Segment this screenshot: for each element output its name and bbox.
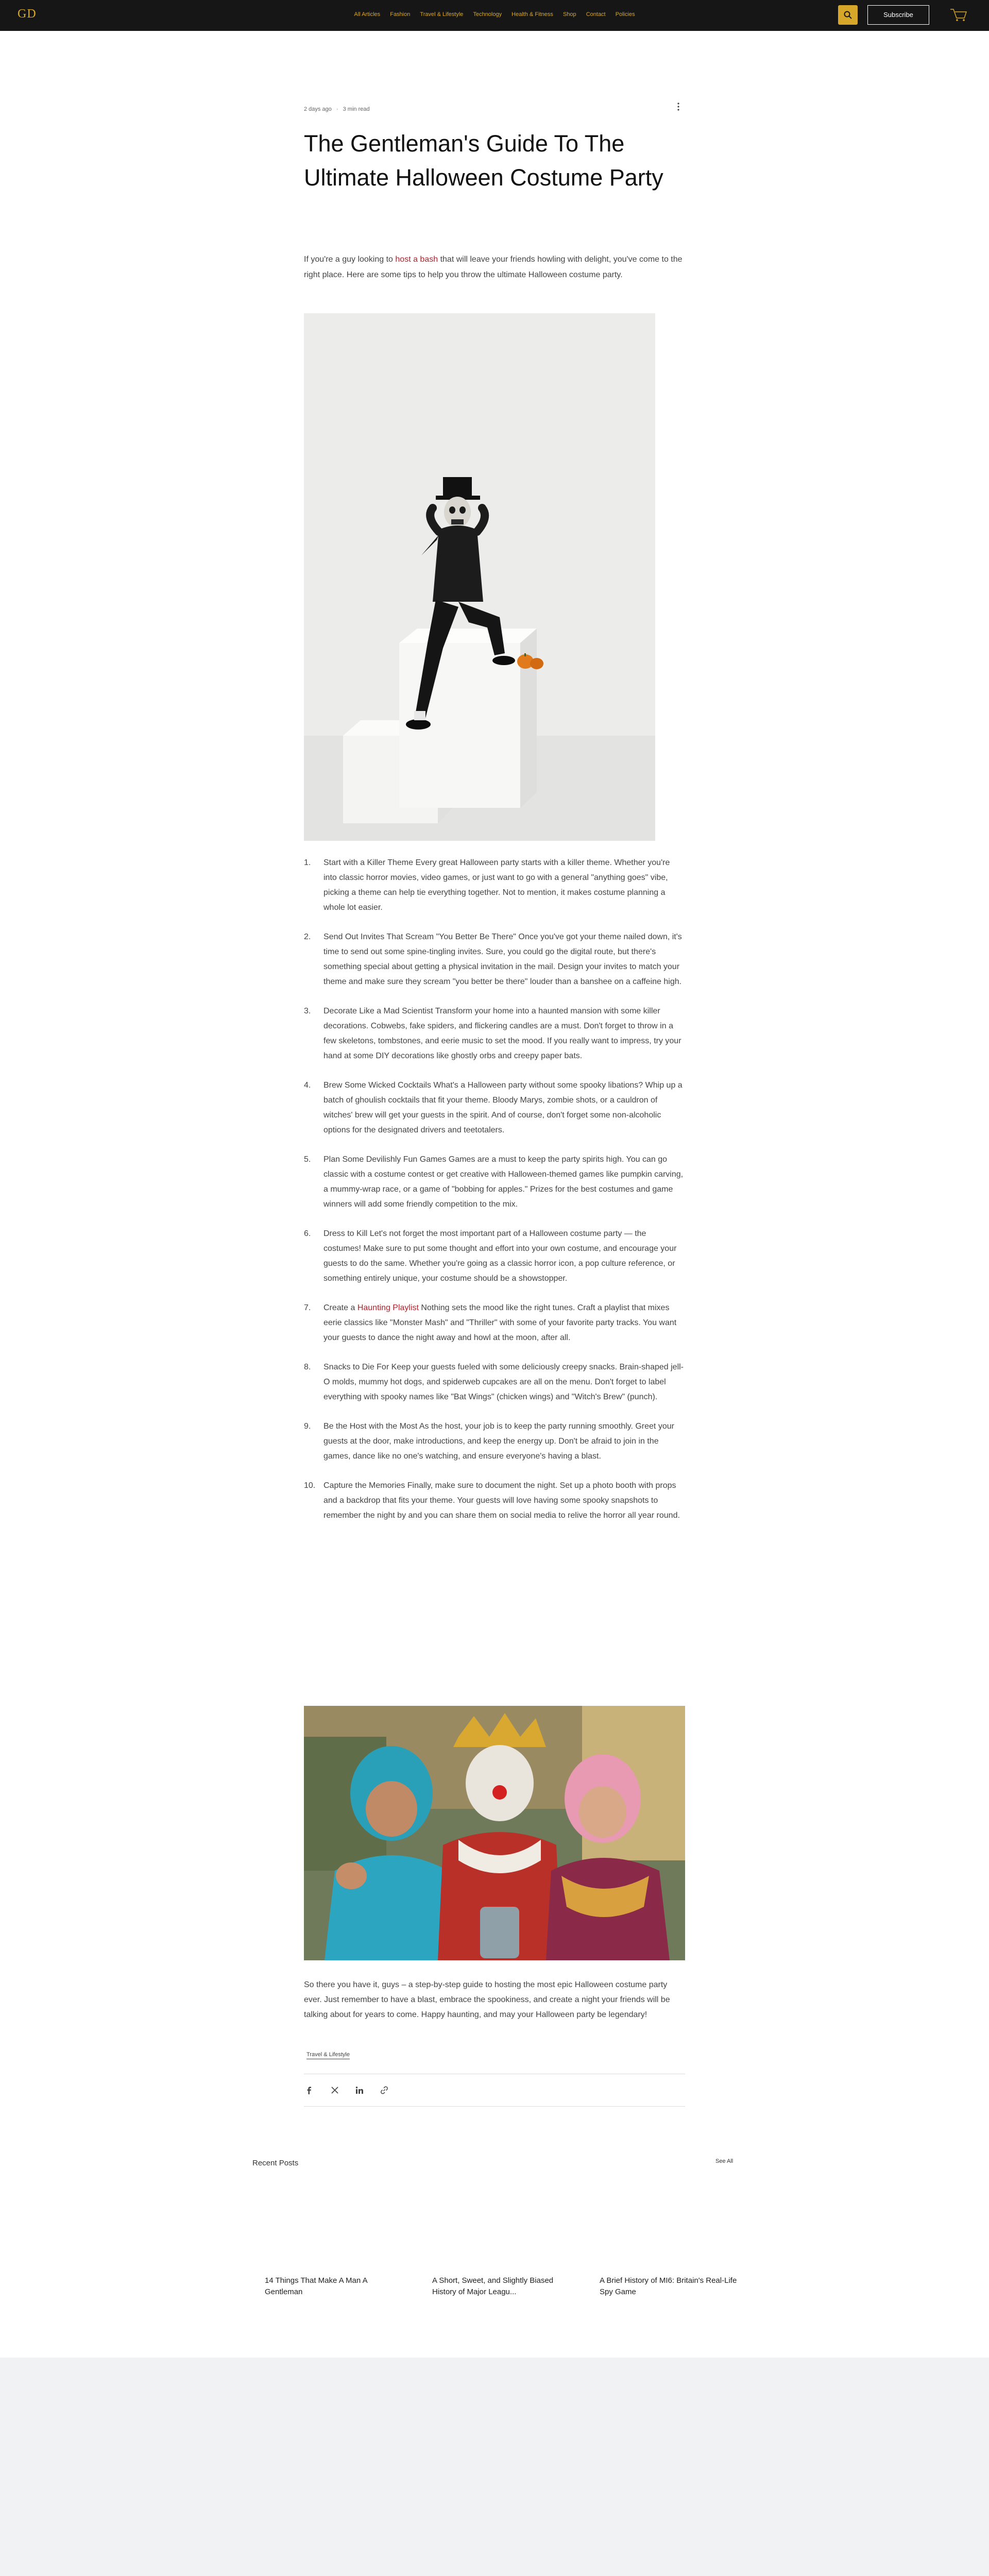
list-item: 9. Be the Host with the Most As the host, your job is to keep the party running smoothly. Greet your guests at the door, make introductions, and keep the energy up. Don't be afraid to join in the games, dance like no one's watching, and ensure everyone's having a blast. [304,1422,674,1461]
list-item: 8. Snacks to Die For Keep your guests fueled with some deliciously creepy snacks. Brain-shaped jell-O molds, mummy hot dogs, and spiderweb cupcakes are all on the menu. Don't forget to label everything with spooky names like "Bat Wings" (chicken wings) and "Witch's Brew" (punch). [304,1363,684,1401]
see-all-link[interactable]: See All [715,2158,734,2164]
list-item: 7. Create a Haunting Playlist Nothing sets the mood like the right tunes. Craft a playlist that mixes eerie classics like "Monster Mash" and "Thriller" with some of your favorite party tracks. You want your guests to dance the night away and howl at the moon, after all. [304,1303,677,1342]
post-intro: If you're a guy looking to host a bash that will leave your friends howling with delight, you've come to the right place. Here are some tips to help you throw the ultimate Halloween costume party. [304,255,683,279]
more-options-icon[interactable] [677,102,680,111]
recent-posts-heading: Recent Posts [252,2159,299,2167]
list-item: 4. Brew Some Wicked Cocktails What's a Halloween party without some spooky libations? Whip up a batch of ghoulish cocktails that fit your theme. Bloody Marys, zombie shots, or a cauldron of witches' brew will get your guests in the spirit. And of course, don't forget some non-alcoholic options for the designated drivers and teetotalers. [304,1081,683,1134]
list-item: 2. Send Out Invites That Scream "You Better Be There" Once you've got your theme nailed down, it's time to send out some spine-tingling invites. Sure, you could go the digital route, but there's something special about getting a physical invitation in the mail. Design your invites to match your theme and make sure they scream "you better be there" louder than a banshee on a caffeine high. [304,933,682,986]
link-icon[interactable] [380,2086,388,2094]
recent-post-title[interactable]: 14 Things That Make A Man A Gentleman [265,2276,367,2296]
list-item: 3. Decorate Like a Mad Scientist Transform your home into a haunted mansion with some killer decorations. Cobwebs, fake spiders, and flickering candles are a must. Don't forget to throw in a few skeletons, tombstones, and eerie music to set the mood. If you really want to impress, try your hand at some DIY decorations like ghostly orbs and creepy paper bats. [304,1007,681,1060]
list-item: 5. Plan Some Devilishly Fun Games Games are a must to keep the party spirits high. You can go classic with a costume contest or get creative with Halloween-themed games like pumpkin carving, a mummy-wrap race, or a game of "bobbing for apples." Prizes for the best costumes and game winners will add some friendly competition to the mix. [304,1155,684,1209]
nav-health-fitness[interactable]: Health & Fitness [511,11,553,18]
recent-post-card[interactable] [252,2179,412,2303]
post-date: 2 days ago [304,106,332,112]
list-item: 6. Dress to Kill Let's not forget the most important part of a Halloween costume party — the costumes! Make sure to put some thought and effort into your own costume, and encourage your guests to do the same. Whether you're going as a classic horror icon, a pop culture reference, or something entirely unique, your costume should be a showstopper. [304,1229,677,1283]
cart-icon[interactable] [950,8,967,22]
nav-travel-lifestyle[interactable]: Travel & Lifestyle [420,11,464,18]
facebook-icon[interactable] [305,2086,313,2094]
host-a-bash-link[interactable]: host a bash [395,255,438,264]
x-icon[interactable] [331,2086,339,2094]
search-button[interactable] [838,5,858,25]
post-outro: So there you have it, guys – a step-by-step guide to hosting the most epic Halloween costume party ever. Just remember to have a blast, embrace the spookiness, and create a night your friends will be talking about for years to come. Happy haunting, and may your Halloween party be legendary! [304,1980,670,2019]
linkedin-icon[interactable] [355,2086,364,2094]
recent-post-card[interactable] [587,2179,747,2303]
search-icon [844,11,852,19]
site-logo[interactable]: GD [18,7,37,21]
post-read-time: 3 min read [343,106,370,112]
hero-image [304,313,655,841]
post-title: The Gentleman's Guide To The Ultimate Halloween Costume Party [304,130,663,191]
list-item: 1. Start with a Killer Theme Every great Halloween party starts with a killer theme. Whether you're into classic horror movies, video games, or just want to go with a general "anything goes" vibe, picking a theme can help tie everything together. Not to mention, it makes costume planning a whole lot easier. [304,858,670,912]
subscribe-button[interactable]: Subscribe [867,5,929,25]
nav-all-articles[interactable]: All Articles [354,11,381,18]
nav-fashion[interactable]: Fashion [390,11,411,18]
haunting-playlist-link[interactable]: Haunting Playlist [357,1303,419,1312]
nav-policies[interactable]: Policies [615,11,635,18]
nav-technology[interactable]: Technology [473,11,502,18]
nav-shop[interactable]: Shop [562,11,576,18]
list-item: 10. Capture the Memories Finally, make sure to document the night. Set up a photo booth with props and a backdrop that fits your theme. Your guests will love having some spooky snapshots to remember the night by and you can share them on social media to relive the horror all year round. [304,1481,680,1520]
recent-post-title[interactable]: A Short, Sweet, and Slightly Biased History of Major Leagu... [432,2276,554,2296]
top-navigation-bar [0,0,989,31]
recent-post-card[interactable] [420,2179,579,2303]
nav-contact[interactable]: Contact [586,11,606,18]
recent-post-title[interactable]: A Brief History of MI6: Britain's Real-Life Spy Game [600,2276,737,2296]
costume-photo [304,1706,685,1960]
tips-list [304,855,685,1537]
category-tag[interactable]: Travel & Lifestyle [306,2052,350,2059]
site-footer [0,2358,989,2576]
divider [304,2106,685,2107]
post-meta: 2 days ago · 3 min read [304,106,370,112]
